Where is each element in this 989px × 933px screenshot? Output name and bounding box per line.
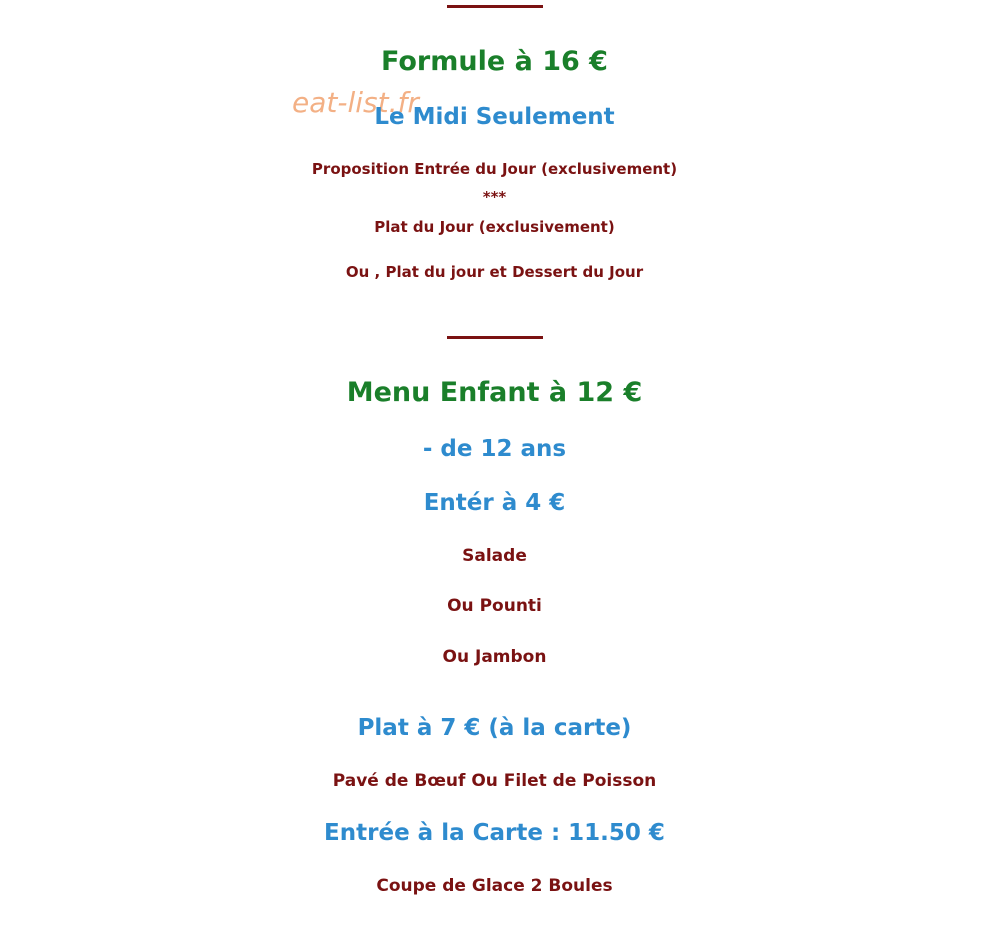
plat-item-boeuf-poisson: Pavé de Bœuf Ou Filet de Poisson <box>332 771 657 791</box>
formule-subtitle: Le Midi Seulement <box>374 104 615 130</box>
formule-item-plat-dessert: Ou , Plat du jour et Dessert du Jour <box>345 263 644 281</box>
formule-item-entree: Proposition Entrée du Jour (exclusivement) <box>311 160 678 178</box>
formule-item-plat: Plat du Jour (exclusivement) <box>374 218 615 236</box>
entree-item-salade: Salade <box>462 546 527 566</box>
watermark-logo: eat-list.fr <box>292 86 419 119</box>
entree-carte-heading: Entrée à la Carte : 11.50 € <box>324 820 665 846</box>
entree-item-pounti: Ou Pounti <box>447 596 542 616</box>
plat-heading: Plat à 7 € (à la carte) <box>357 715 632 741</box>
divider-top <box>447 5 543 8</box>
formule-title: Formule à 16 € <box>381 46 608 77</box>
entree-carte-item-glace: Coupe de Glace 2 Boules <box>376 876 613 896</box>
formule-separator: *** <box>482 188 507 206</box>
entree-heading: Entér à 4 € <box>423 490 566 516</box>
entree-item-jambon: Ou Jambon <box>442 647 547 667</box>
menu-enfant-title: Menu Enfant à 12 € <box>346 377 643 408</box>
divider-middle <box>447 336 543 339</box>
menu-enfant-age: - de 12 ans <box>422 436 567 462</box>
